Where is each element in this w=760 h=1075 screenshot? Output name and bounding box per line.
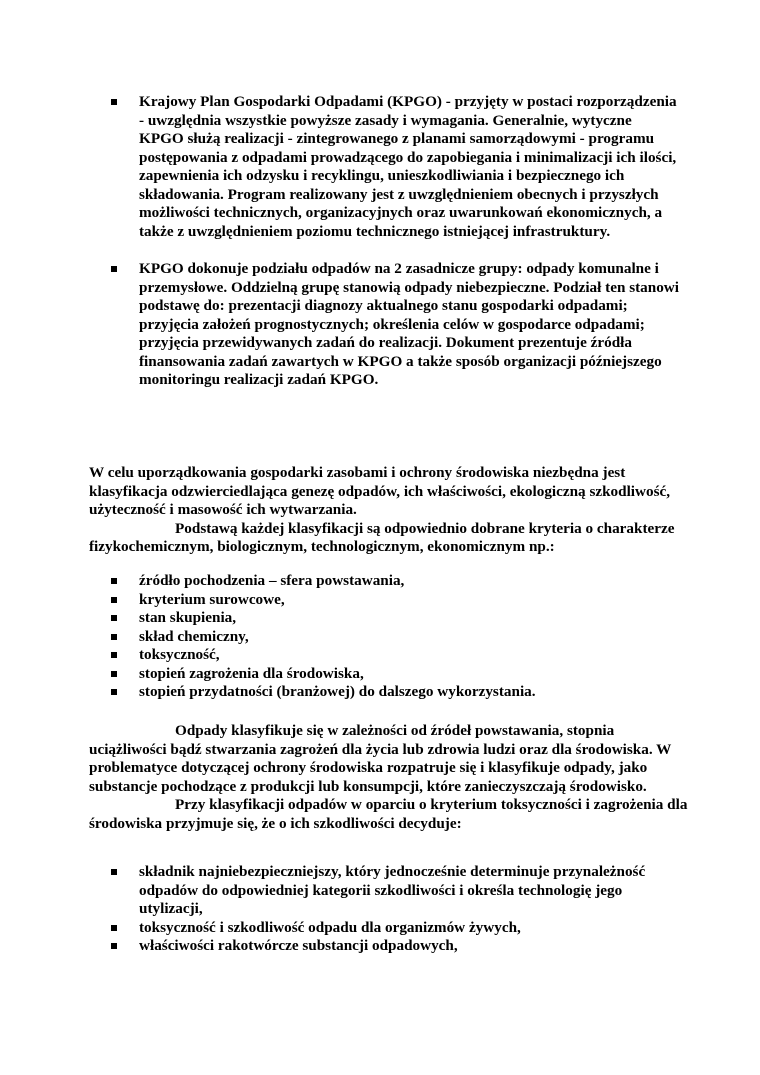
list-item [111,572,671,591]
factor-text: toksyczność i szkodliwość odpadu dla organizmów żywych, [139,918,521,936]
list-item [111,683,671,702]
square-bullet-icon [111,925,117,931]
harmfulness-factors-list [111,863,671,956]
criterion-text: skład chemiczny, [139,627,249,645]
bullet-text: Krajowy Plan Gospodarki Odpadami (KPGO) - przyjęty w postaci rozporządzenia - uwzględnia wszystkie powyższe zasady i wymagania. Generalnie, wytyczne KPGO służą realizacji - zintegrowanego z planami samorządowymi - programu postępowania z odpadami prowadzącego do zapobiegania i minimalizacji ich ilości, zapewnienia ich odzysku i recyklingu, unieszkodliwiania i bezpiecznego ich składowania. Program realizowany jest z uwzględnieniem obecnych i przyszłych możliwości technicznych, organizacyjnych oraz uwarunkowań ekonomicznych, a także z uwzględnieniem poziomu technicznego istniejącej infrastruktury. [139,93,677,240]
criterion-text: stopień przydatności (branżowej) do dalszego wykorzystania. [139,683,536,700]
list-item [111,863,671,919]
classification-text-block [89,722,689,833]
criterion-text: toksyczność, [139,646,220,663]
factor-text: składnik najniebezpieczniejszy, który jednocześnie determinuje przynależność odpadów do odpowiedniej kategorii szkodliwości i określa technologię jego utylizacji, [139,863,646,917]
list-item [111,919,671,938]
list-item [111,665,671,684]
square-bullet-icon [111,869,117,875]
square-bullet-icon [111,689,117,695]
list-item [111,93,679,241]
square-bullet-icon [111,597,117,603]
toxicity-paragraph: Przy klasyfikacji odpadów w oparciu o kryterium toksyczności i zagrożenia dla środowiska przyjmuje się, że o ich szkodliwości decyduje: [89,796,688,832]
square-bullet-icon [111,943,117,949]
list-item [111,646,671,665]
square-bullet-icon [111,615,117,621]
criterion-text: stan skupienia, [139,609,237,626]
list-item [111,628,671,647]
list-item [111,591,671,610]
criterion-text: kryterium surowcowe, [139,590,285,608]
criteria-list [111,572,671,702]
criteria-intro-paragraph: Podstawą każdej klasyfikacji są odpowiednio dobrane kryteria o charakterze fizykochemicznym, biologicznym, technologicznym, ekonomicznym np.: [89,519,675,555]
factor-text: właściwości rakotwórcze substancji odpadowych, [139,937,458,954]
square-bullet-icon [111,266,117,272]
bullet-text: KPGO dokonuje podziału odpadów na 2 zasadnicze grupy: odpady komunalne i przemysłowe. Oddzielną grupę stanowią odpady niebezpieczne. Podział ten stanowi podstawę do: prezentacji diagnozy aktualnego stanu gospodarki odpadami; przyjęcia założeń prognostycznych; określenia celów w gospodarce odpadami; przyjęcia przewidywanych zadań do realizacji. Dokument prezentuje źródła finansowania zadań zawartych w KPGO a także sposób organizacji późniejszego monitoringu realizacji zadań KPGO. [139,260,679,388]
square-bullet-icon [111,99,117,105]
list-item [111,609,671,628]
intro-paragraph: W celu uporządkowania gospodarki zasobami i ochrony środowiska niezbędna jest klasyfikacja odzwierciedlająca genezę odpadów, ich właściwości, ekologiczną szkodliwość, użyteczność i masowość ich wytwarzania. [89,464,671,518]
classification-intro-block [89,464,689,557]
square-bullet-icon [111,578,117,584]
square-bullet-icon [111,634,117,640]
sources-paragraph: Odpady klasyfikuje się w zależności od źródeł powstawania, stopnia uciążliwości bądź stwarzania zagrożeń dla życia lub zdrowia ludzi oraz dla środowiska. W problematyce dotyczącej ochrony środowiska rozpatruje się i klasyfikuje odpady, jako substancje pochodzące z produkcji lub konsumpcji, które zanieczyszczają środowisko. [89,722,672,795]
square-bullet-icon [111,671,117,677]
criterion-text: stopień zagrożenia dla środowiska, [139,664,364,682]
list-item [111,260,679,390]
square-bullet-icon [111,652,117,658]
list-item [111,937,671,956]
criterion-text: źródło pochodzenia – sfera powstawania, [139,572,405,589]
kpgo-bullet-list [111,93,679,390]
